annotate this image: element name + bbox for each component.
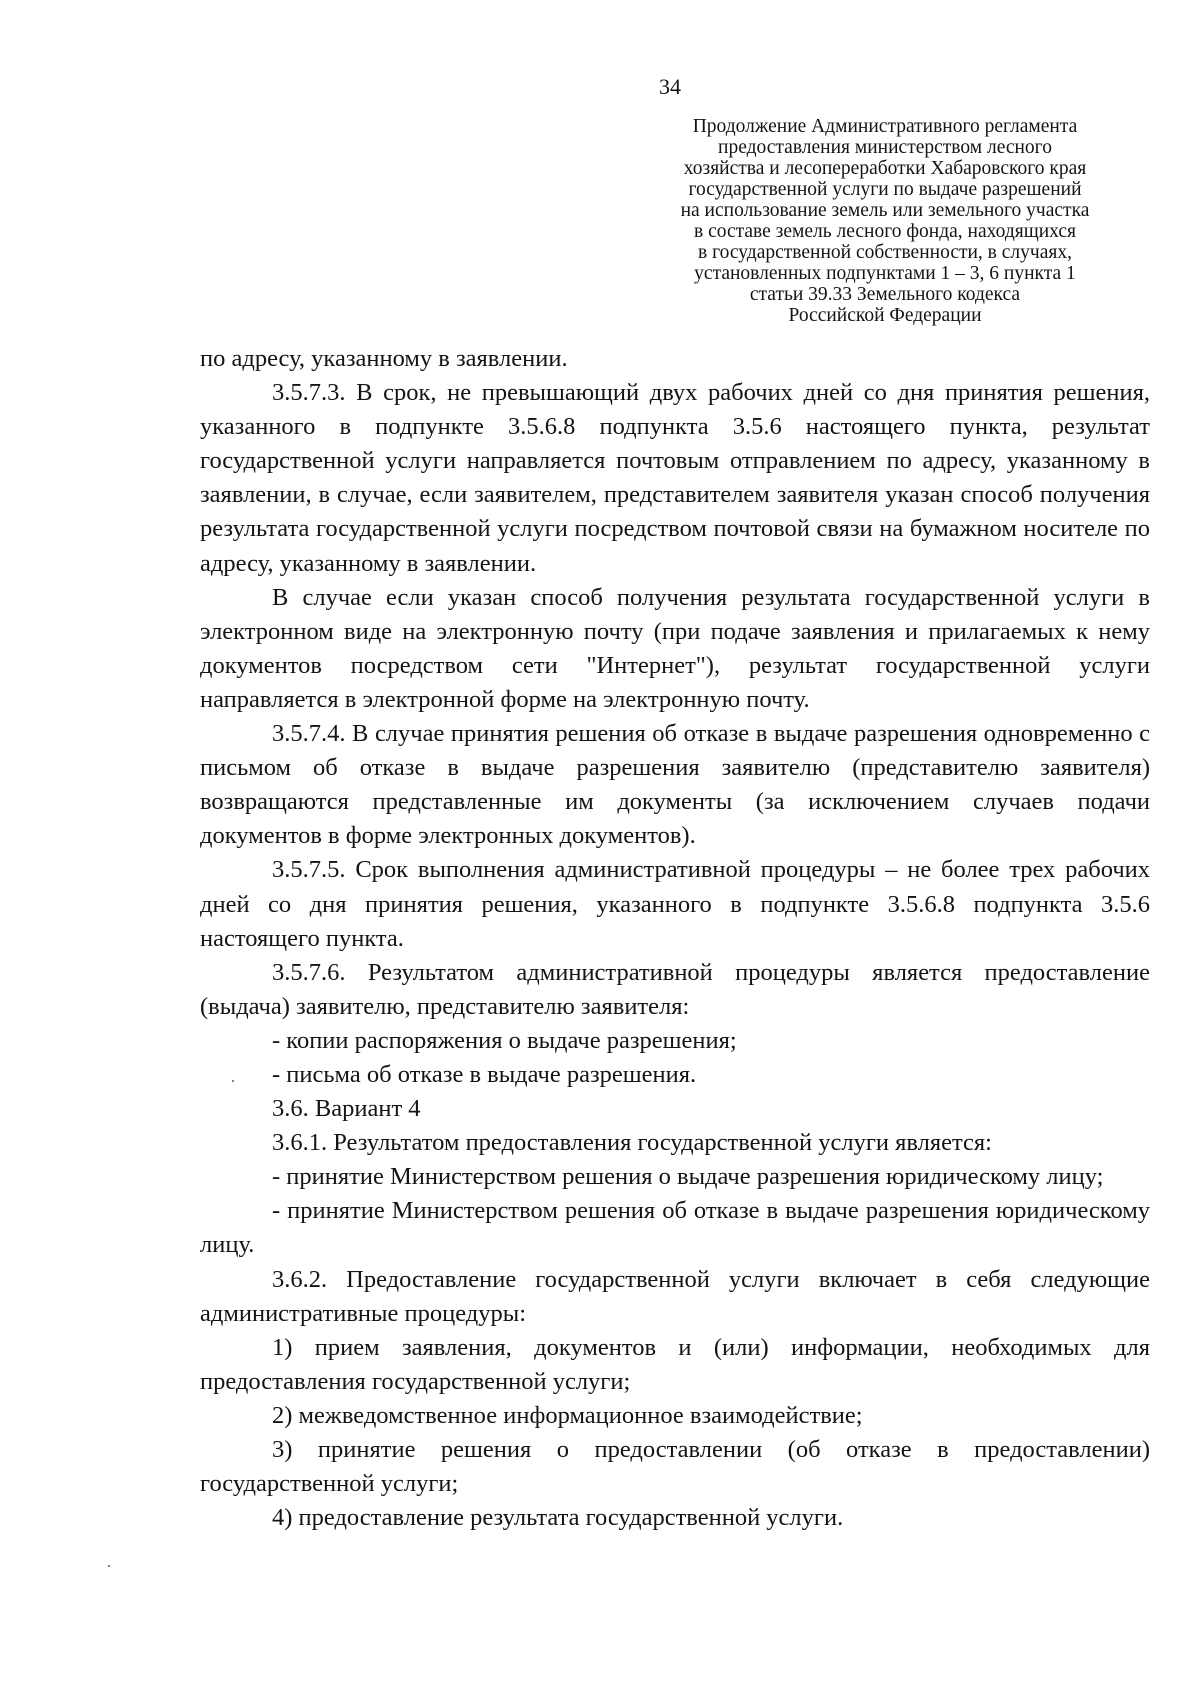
document-body <box>200 342 1150 1535</box>
paragraph-3-5-7-5: 3.5.7.5. Срок выполнения административной процедуры – не более трех рабочих дней со дня принятия решения, указанного в подпункте 3.5.6.8 подпункта 3.5.6 настоящего пункта. <box>200 856 1150 952</box>
header-line: хозяйства и лесопереработки Хабаровского края <box>683 158 1087 179</box>
header-line: Российской Федерации <box>788 305 982 326</box>
list-item: - принятие Министерством решения о выдаче разрешения юридическому лицу; <box>272 1163 1104 1191</box>
page-number: 34 <box>659 74 681 99</box>
paragraph-3-6-1: 3.6.1. Результатом предоставления государственной услуги является: <box>272 1129 992 1157</box>
paragraph-3-5-7-3: 3.5.7.3. В срок, не превышающий двух рабочих дней со дня принятия решения, указанного в подпункте 3.5.6.8 подпункта 3.5.6 настоящего пункта, результат государственной услуги направляется почтовым отправлением по адресу, указанному в заявлении, в случае, если заявителем, представителем заявителя указан способ получения результата государственной услуги посредством почтовой связи на бумажном носителе по адресу, указанному в заявлении. <box>200 379 1150 577</box>
list-item: - копии распоряжения о выдаче разрешения; <box>272 1026 737 1054</box>
header-line: установленных подпунктами 1 – 3, 6 пункта 1 <box>694 263 1076 284</box>
header-line: статьи 39.33 Земельного кодекса <box>749 284 1021 305</box>
header-line: Продолжение Административного регламента <box>692 116 1078 137</box>
regulation-header <box>630 116 1140 326</box>
scan-speck <box>108 1565 110 1567</box>
paragraph-3-5-7-4: 3.5.7.4. В случае принятия решения об отказе в выдаче разрешения одновременно с письмом об отказе в выдаче разрешения заявителю (представителю заявителя) возвращаются представленные им документы (за исключением случаев подачи документов в форме электронных документов). <box>200 720 1150 850</box>
list-item: - принятие Министерством решения об отказе в выдаче разрешения юридическому лицу. <box>200 1197 1150 1259</box>
list-item: 3) принятие решения о предоставлении (об отказе в предоставлении) государственной услуги; <box>200 1436 1150 1498</box>
list-item: 1) прием заявления, документов и (или) информации, необходимых для предоставления государственной услуги; <box>200 1333 1150 1395</box>
header-line: на использование земель или земельного участка <box>680 200 1090 221</box>
list-item: - письма об отказе в выдаче разрешения. <box>272 1060 697 1088</box>
list-item: 4) предоставление результата государственной услуги. <box>272 1504 844 1532</box>
header-line: государственной услуги по выдаче разрешений <box>688 179 1082 200</box>
list-item: 2) межведомственное информационное взаимодействие; <box>272 1401 863 1429</box>
scan-speck <box>232 1080 234 1082</box>
paragraph-3-6-2: 3.6.2. Предоставление государственной услуги включает в себя следующие административные процедуры: <box>200 1265 1150 1327</box>
section-heading-3-6: 3.6. Вариант 4 <box>272 1095 421 1123</box>
paragraph-3-5-7-6: 3.5.7.6. Результатом административной процедуры является предоставление (выдача) заявителю, представителю заявителя: <box>200 958 1150 1020</box>
paragraph-electronic-delivery: В случае если указан способ получения результата государственной услуги в электронном виде на электронную почту (при подаче заявления и прилагаемых к нему документов посредством сети "Интернет"), результат государственной услуги направляется в электронной форме на электронную почту. <box>200 583 1150 713</box>
paragraph-continuation: по адресу, указанному в заявлении. <box>200 345 568 372</box>
header-line: предоставления министерством лесного <box>718 137 1052 158</box>
header-line: в составе земель лесного фонда, находящихся <box>694 221 1076 242</box>
header-line: в государственной собственности, в случаях, <box>698 242 1072 263</box>
